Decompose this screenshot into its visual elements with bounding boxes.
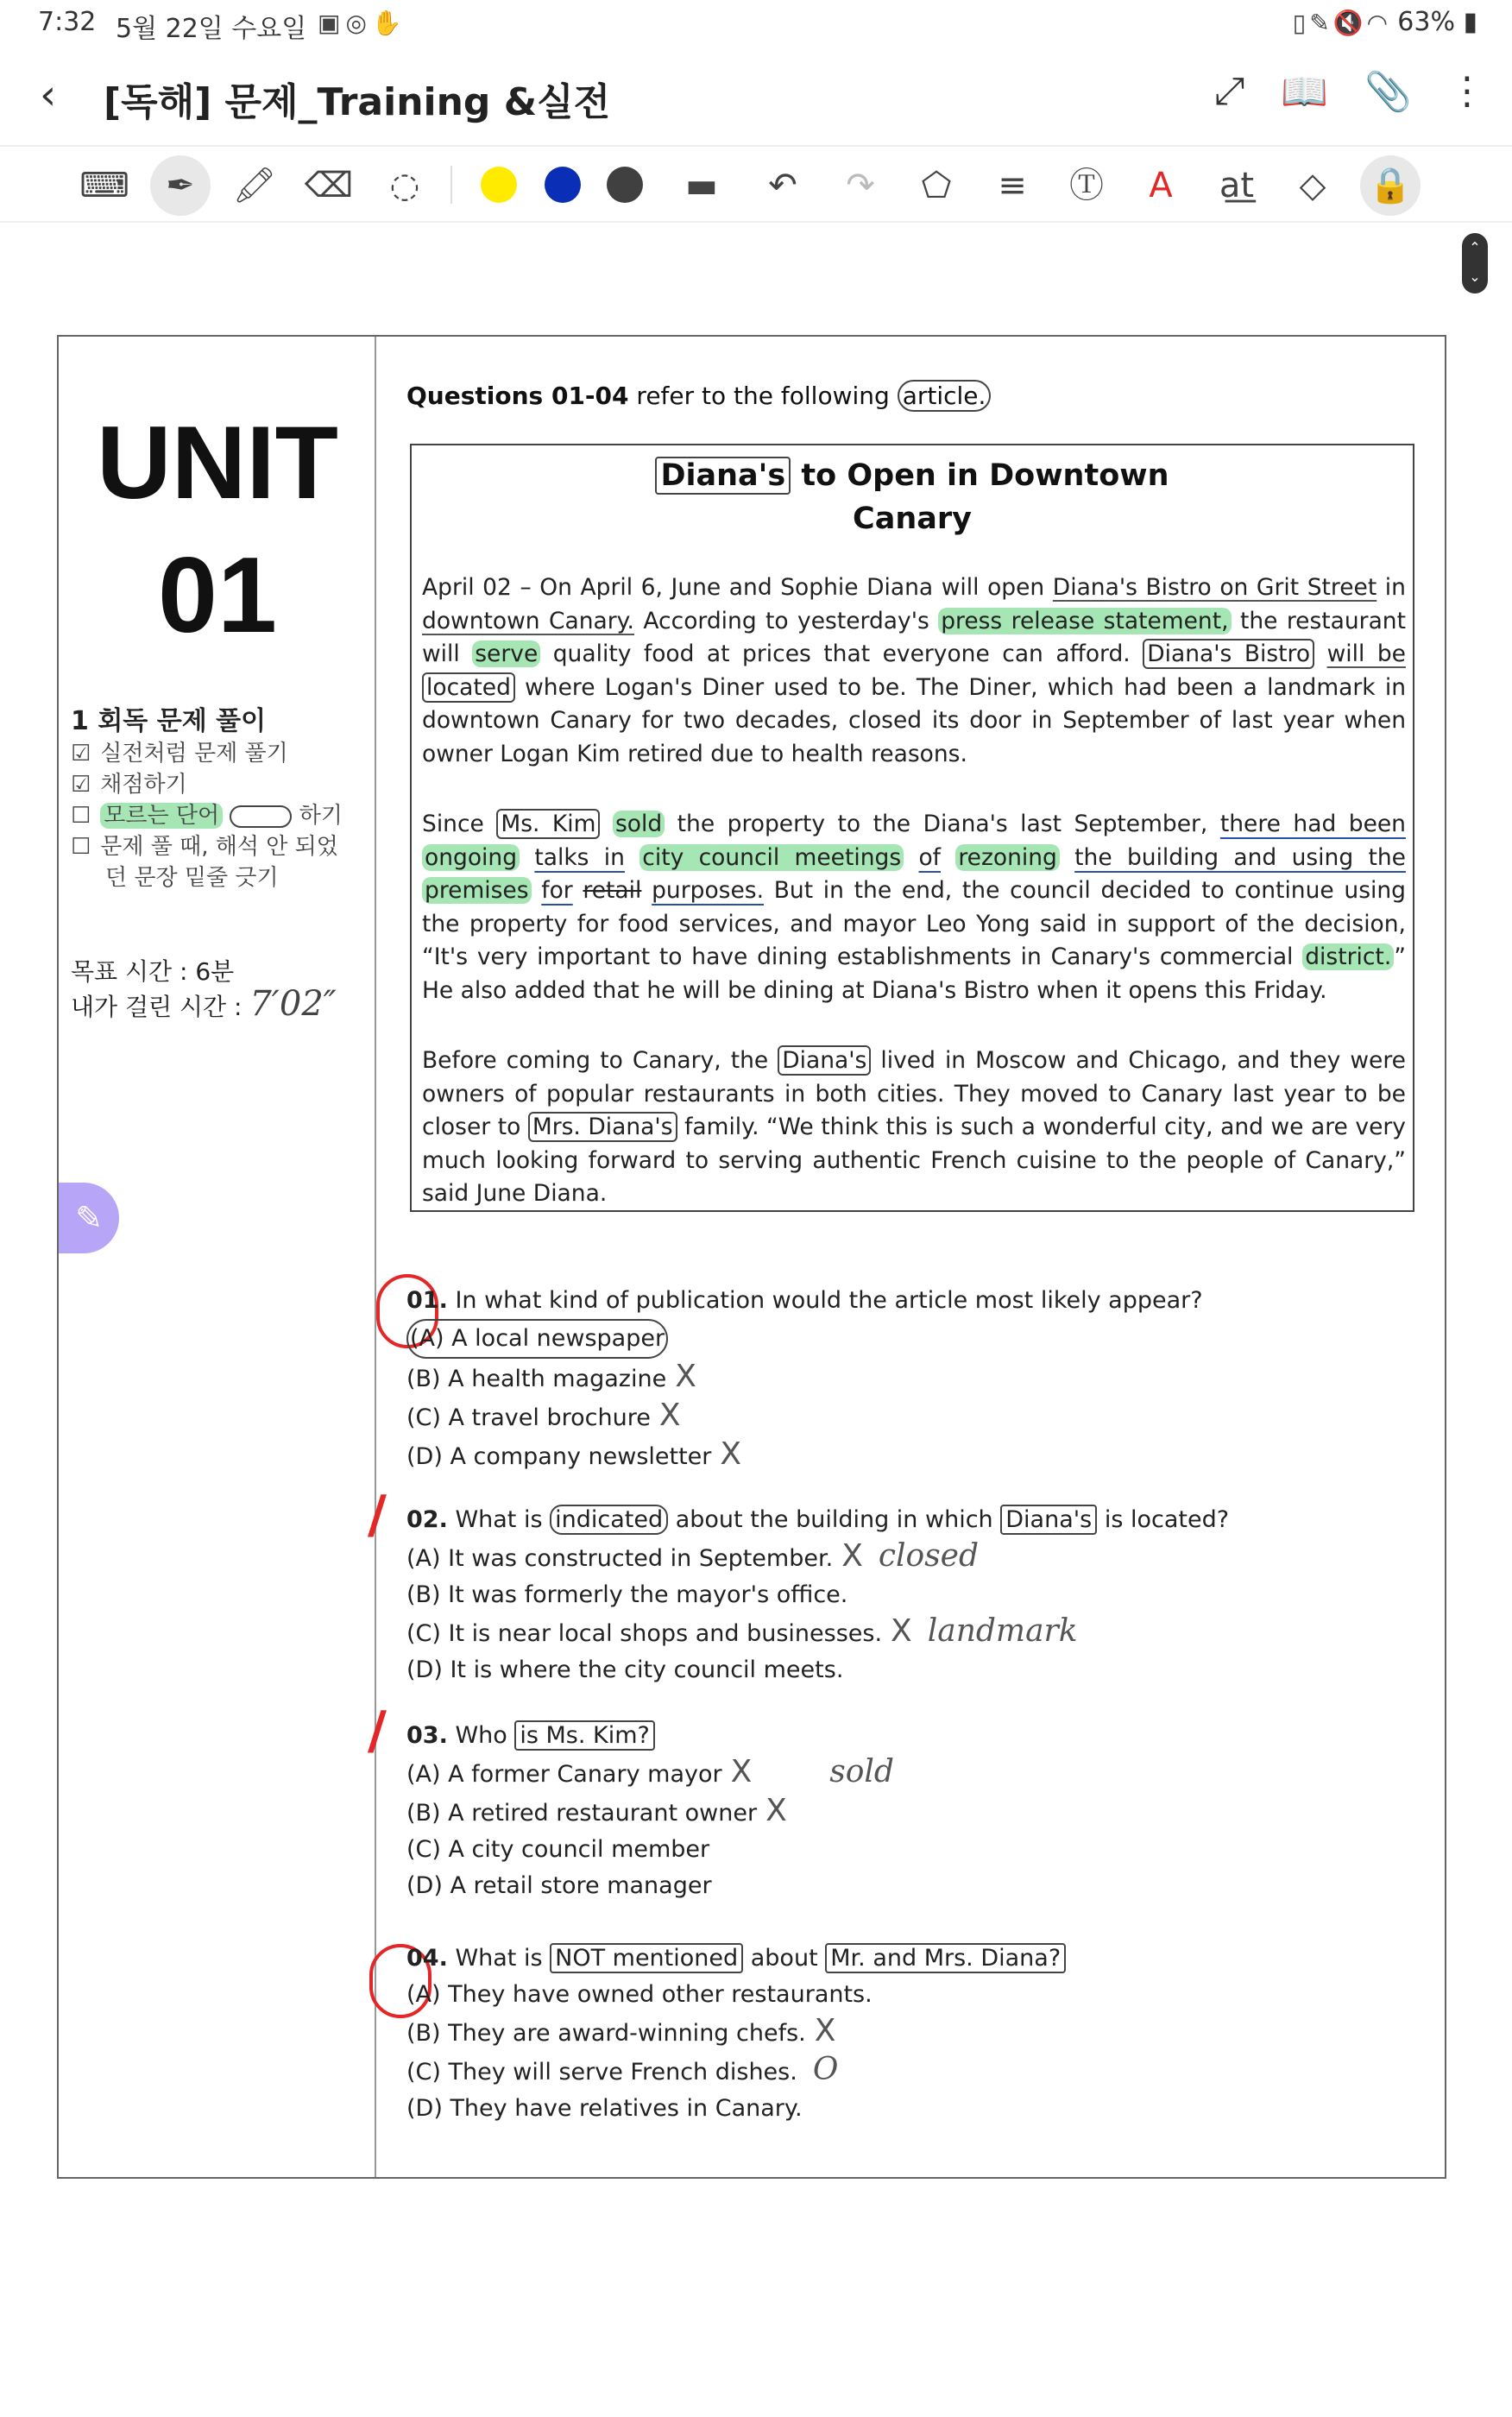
battery-level: 63% ▮ [1397, 7, 1477, 37]
left-panel [59, 337, 376, 2177]
q4-option-a: (A) They have owned other restaurants. [406, 1981, 873, 2008]
question-3: 03. Who is Ms. Kim? (A) A former Canary mayor X sold (B) A retired restaurant owner X (C) A city council member (D) A retail store manager [406, 1718, 894, 1904]
q4-option-b: (B) They are award-winning chefs. X [406, 2013, 836, 2048]
question-4: 04. What is NOT mentioned about Mr. and Mrs. Diana? (A) They have owned other restaurants. (B) They are award-winning chefs. X (C) They will serve French dishes. O (D) They have relatives in Canary. [406, 1941, 1066, 2127]
oval-icon [230, 805, 292, 828]
notification-icons [318, 9, 407, 37]
text-spacing-icon[interactable]: a͟t [1219, 166, 1255, 205]
shape-pen-icon[interactable]: ⬠ [921, 166, 952, 205]
eraser-icon[interactable]: ⌫ [304, 166, 354, 205]
worksheet-page [57, 335, 1446, 2179]
text-align-icon[interactable]: ≡ [998, 166, 1027, 205]
wifi-icon: ◠ [1366, 9, 1391, 37]
step-1: ☑ 실전처럼 문제 풀기 [71, 741, 288, 767]
q1-option-d: (D) A company newsletter X [406, 1436, 742, 1472]
status-date: 5월 22일 수요일 [116, 14, 307, 44]
document-title: [독해] 문제_Training &실전 [104, 80, 611, 124]
q2-option-a: (A) It was constructed in September. X closed [406, 1538, 980, 1574]
color-blue[interactable] [545, 167, 581, 203]
color-dark-gray[interactable] [607, 167, 643, 203]
q3-option-a: (A) A former Canary mayor X sold [406, 1754, 894, 1789]
question-1: 01. In what kind of publication would the article most likely appear? (A) A local newspaper (B) A health magazine X (C) A travel brochure X (D) A company newsletter X [406, 1283, 1203, 1475]
red-wrong-mark: / [368, 1485, 387, 1545]
step-2: ☑ 채점하기 [71, 772, 187, 798]
article-title: Diana's to Open in Downtown Canary [412, 454, 1413, 540]
settings-icon: ◎ [345, 9, 372, 37]
lasso-icon[interactable]: ◌ [389, 166, 420, 205]
system-icons [1293, 9, 1391, 37]
q4-option-c: (C) They will serve French dishes. O [406, 2052, 839, 2087]
q1-option-c: (C) A travel brochure X [406, 1398, 681, 1433]
step-3: ☐ 모르는 단어 하기 [71, 803, 343, 829]
sim-icon: ▯ [1292, 9, 1310, 37]
lock-icon[interactable]: 🔒 [1360, 155, 1421, 216]
pen-icon[interactable]: ✒ [150, 155, 211, 216]
article-paragraph-2: Since Ms. Kim sold the property to the Diana's last September, there had been ongoing talks in city council meetings of rezoning the building and using the premises for retail purposes. But in the end, the council decided to continue using the property for food services, and mayor Leo Yong said in support of the decision, “It's very important to have dining establishments in Canary's commercial district. ” He also added that he will be dining at Diana's Bistro when it opens this Friday. [422, 811, 1406, 1004]
pen-status-icon: ✎ [1309, 9, 1333, 37]
app-bar [0, 52, 1512, 147]
undo-icon[interactable]: ↶ [768, 166, 797, 205]
scroll-handle[interactable]: ⌃ ⌄ [1462, 233, 1488, 293]
gesture-icon: ✋ [371, 9, 407, 37]
q3-option-d: (D) A retail store manager [406, 1872, 712, 1899]
checkbox-icon: ☐ [71, 803, 91, 829]
red-wrong-mark: / [368, 1701, 387, 1761]
q2-option-b: (B) It was formerly the mayor's office. [406, 1581, 848, 1608]
q2-option-d: (D) It is where the city council meets. [406, 1657, 844, 1683]
unit-number: 01 [158, 536, 277, 655]
back-icon[interactable]: ‹ [40, 71, 57, 119]
battery-icon: ▮ [1454, 7, 1477, 37]
redo-icon[interactable]: ↷ [846, 166, 875, 205]
article-paragraph-1: April 02 – On April 6, June and Sophie Diana will open Diana's Bistro on Grit Street in downtown Canary. According to yesterday's press release statement, the restaurant will serve quality food at prices that everyone can afford. Diana's Bistro will be located where Logan's Diner used to be. The Diner, which had been a landmark in downtown Canary for two decades, closed its door in September of last year when owner Logan Kim retired due to health reasons. [422, 574, 1406, 767]
color-yellow[interactable] [481, 167, 517, 203]
attach-icon[interactable]: 📎 [1364, 70, 1412, 114]
shapes-icon[interactable]: ◇ [1299, 166, 1326, 205]
q3-option-c: (C) A city council member [406, 1836, 710, 1863]
q3-option-b: (B) A retired restaurant owner X [406, 1793, 787, 1828]
handwriting-text-icon[interactable]: Ⓣ [1069, 166, 1104, 205]
checked-box-icon: ☑ [71, 772, 91, 798]
unit-label: UNIT [97, 405, 338, 521]
mute-icon: 🔇 [1332, 9, 1367, 37]
steps-title: 1 회독 문제 풀이 [71, 706, 267, 736]
questions-intro: Questions 01-04 refer to the following article. [406, 382, 991, 410]
stroke-width-icon[interactable]: ▬ [685, 166, 718, 205]
q4-option-d: (D) They have relatives in Canary. [406, 2095, 803, 2122]
status-time: 7:32 [38, 7, 97, 37]
q2-option-c: (C) It is near local shops and businesses. X landmark [406, 1613, 1078, 1649]
q1-option-b: (B) A health magazine X [406, 1359, 696, 1394]
article-paragraph-3: Before coming to Canary, the Diana's lived in Moscow and Chicago, and they were owners of popular restaurants in both cities. They moved to Canary last year to be closer to Mrs. Diana's family. “We think this is such a wonderful city, and we are very much looking forward to serving authentic French cuisine to the people of Canary,” said June Diana. [422, 1047, 1406, 1207]
more-options-icon[interactable]: ⋮ [1448, 69, 1486, 113]
app-bar-actions [1214, 69, 1486, 114]
text-color-icon[interactable]: A [1149, 166, 1173, 205]
toolbar-divider [450, 166, 452, 204]
edit-floating-button[interactable]: ✎ [59, 1183, 119, 1253]
elapsed-time-handwritten: 7′02″ [249, 984, 337, 1024]
highlighter-icon[interactable]: 🖍 [232, 166, 277, 205]
gallery-icon: ▣ [318, 9, 346, 37]
status-bar [0, 0, 1512, 45]
article-box [410, 444, 1414, 1212]
step-4: ☐ 문제 풀 때, 해석 안 되었 [71, 834, 338, 860]
keyboard-icon[interactable]: ⌨ [79, 166, 129, 205]
elapsed-time: 내가 걸린 시간 : 7′02″ [71, 984, 337, 1024]
q1-option-a: (A) A local newspaper [406, 1319, 1203, 1359]
question-2: 02. What is indicated about the building in which Diana's is located? (A) It was constructed in September. X closed (B) It was formerly the mayor's office. (C) It is near local shops and businesses. X landmark (D) It is where the city council meets. [406, 1502, 1229, 1688]
step-4-cont: 던 문장 밑줄 긋기 [105, 865, 279, 891]
target-time: 목표 시간 : 6분 [71, 957, 235, 986]
fullscreen-icon[interactable]: ⤢ [1214, 69, 1245, 113]
checkbox-icon: ☐ [71, 834, 91, 860]
book-view-icon[interactable]: 📖 [1281, 70, 1329, 114]
checked-box-icon: ☑ [71, 741, 91, 767]
